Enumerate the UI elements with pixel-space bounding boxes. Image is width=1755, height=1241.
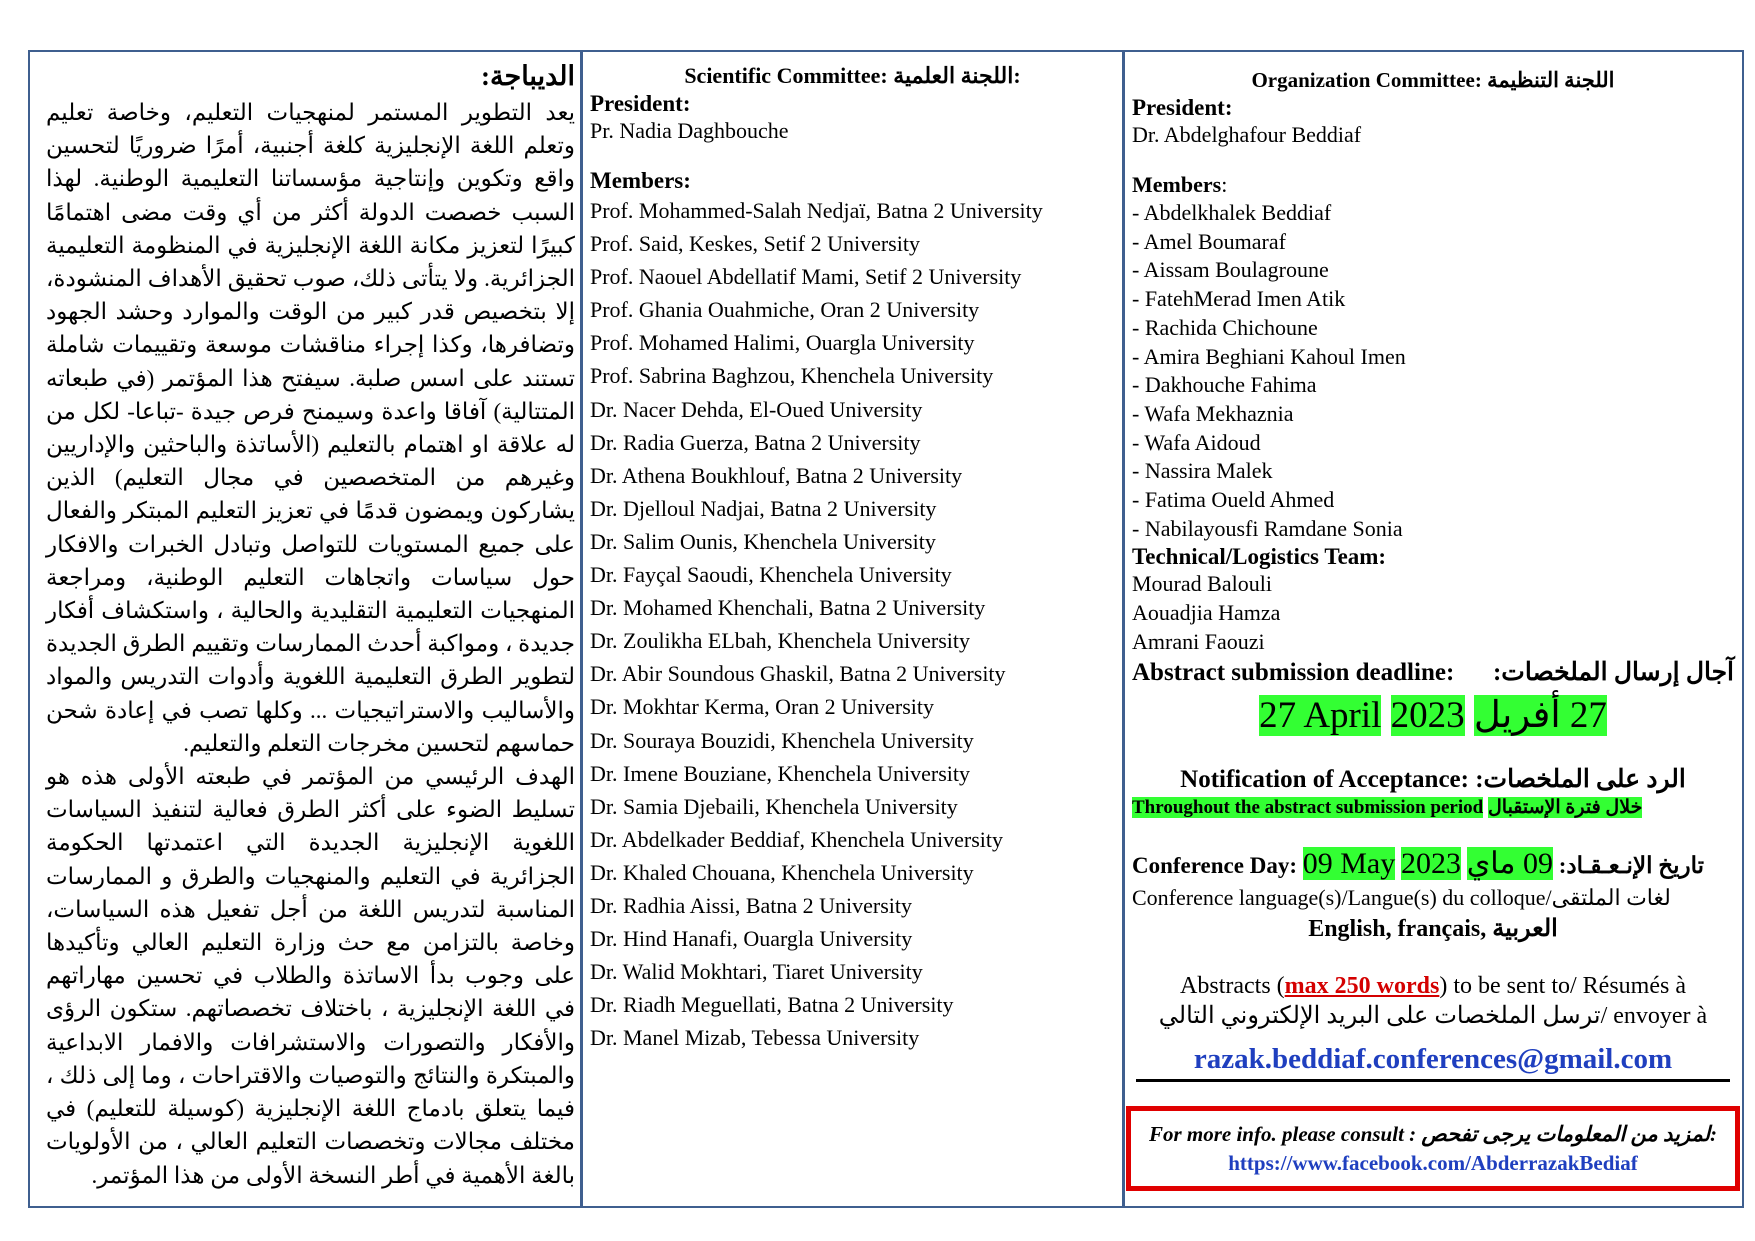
scientific-member: Dr. Athena Boukhlouf, Batna 2 University — [590, 462, 963, 488]
scientific-member: Prof. Sabrina Baghzou, Khenchela University — [590, 363, 994, 389]
scientific-member: Dr. Abdelkader Beddiaf, Khenchela University — [590, 826, 1003, 852]
preamble-paragraph-1: يعد التطوير المستمر لمنهجيات التعليم، وخاصة تعليم وتعلم اللغة الإنجليزية كلغة أجنبية، أمرًا ضروريًا لتحسين واقع وتكوين وإنتاجية مؤسساتنا التعليمية الوطنية. لهذا السبب خصصت الدولة أكثر من أي وقت مضى اهتمامًا كبيرًا لتعزيز مكانة اللغة الإنجليزية في المنظومة التعليمية الجزائرية. ولا يتأتى ذلك، صوب تحقيق الأهداف المنشودة، إلا بتخصيص قدر كبير من الوقت والموارد وحشد الجهود وتضافرها، وكذا إجراء مناقشات موسعة وتقييمات شاملة تستند على اسس صلبة. سيفتح هذا المؤتمر (في طبعاته المتتالية) آفاقا واعدة وسيمنح فرص جيدة -تباعا- لكل من له علاقة او اهتمام بالتعليم (الأساتذة والباحثين والإداريين وغيرهم من المتخصصين في مجال التعليم) الذين يشاركون ويمضون قدمًا في تعزيز التعليم المبتكر والفعال على جميع المستويات للتواصل وتبادل الخبرات والافكار حول سياسات واتجاهات التعليم الوطنية، ومراجعة المنهجيات التعليمية التقليدية والحالية ، واستكشاف أفكار جديدة ، ومواكبة أحدث الممارسات وتقييم الطرق الجديدة لتطوير الطرق التعليمية اللغوية وأدوات التدريس والمواد والأساليب والاستراتيجيات ... وكلها تصب في إعادة شحن حماسهم لتحسين مخرجات التعلم والتعليم. — [46, 100, 575, 756]
notification-period: Throughout the abstract submission period — [1132, 796, 1484, 818]
scientific-member: Dr. Riadh Meguellati, Batna 2 University — [590, 992, 954, 1018]
more-info-text: For more info. please consult : لمزيد من المعلومات يرجى تفحص: — [1148, 1122, 1718, 1146]
organization-members-list — [1132, 199, 1734, 543]
organization-president-label: President: — [1132, 95, 1233, 120]
organization-members-label: Members — [1132, 172, 1222, 197]
conference-day-row — [1132, 847, 1734, 883]
conference-day-year: 2023 — [1401, 846, 1461, 880]
abstract-deadline-label-ar: آجال إرسال الملخصات: — [1492, 658, 1734, 686]
scientific-member: Dr. Abir Soundous Ghaskil, Batna 2 University — [590, 661, 1006, 687]
conference-day-label-ar: تاريخ الإنـعـقـاد: — [1558, 852, 1704, 878]
scientific-member: Prof. Ghania Ouahmiche, Oran 2 University — [590, 297, 980, 323]
scientific-member: Dr. Nacer Dehda, El-Oued University — [590, 396, 923, 422]
scientific-member: Dr. Zoulikha ELbah, Khenchela University — [590, 628, 971, 654]
scientific-president-name: Pr. Nadia Daghbouche — [590, 118, 789, 143]
scientific-member: Dr. Radhia Aissi, Batna 2 University — [590, 892, 913, 918]
conference-day-ar-value: 09 ماي — [1466, 846, 1553, 880]
organization-member: - Fatima Oueld Ahmed — [1132, 487, 1335, 513]
scientific-member: Prof. Mohamed Halimi, Ouargla University — [590, 330, 975, 356]
scientific-member: Dr. Souraya Bouzidi, Khenchela University — [590, 727, 974, 753]
notification-row — [1132, 765, 1734, 795]
scientific-president-label: President: — [590, 91, 691, 116]
scientific-member: Dr. Khaled Chouana, Khenchela University — [590, 859, 974, 885]
scientific-member: Dr. Manel Mizab, Tebessa University — [590, 1025, 920, 1051]
technical-member: Aouadjia Hamza — [1132, 600, 1281, 626]
organization-members-colon: : — [1221, 172, 1228, 197]
abstracts-ar-line: ترسل الملخصات على البريد الإلكتروني التالي/ envoyer à — [1158, 1002, 1708, 1029]
organization-member: - FatehMerad Imen Atik — [1132, 286, 1346, 312]
abstracts-prefix: Abstracts ( — [1180, 972, 1285, 999]
max-words: max 250 words — [1284, 972, 1440, 999]
scientific-member: Dr. Mohamed Khenchali, Batna 2 University — [590, 595, 986, 621]
abstract-deadline-year: 2023 — [1390, 694, 1465, 736]
organization-member: - Rachida Chichoune — [1132, 314, 1318, 340]
scientific-member: Dr. Fayçal Saoudi, Khenchela University — [590, 562, 952, 588]
abstracts-suffix: ) to be sent to/ Résumés à — [1439, 972, 1686, 999]
conference-languages: English, français, العربية — [1308, 915, 1558, 942]
scientific-members-label: Members: — [590, 168, 691, 193]
scientific-member: Dr. Hind Hanafi, Ouargla University — [590, 926, 913, 952]
organization-president-name: Dr. Abdelghafour Beddiaf — [1132, 122, 1362, 147]
scientific-member: Prof. Mohammed-Salah Nedjaï, Batna 2 University — [590, 198, 1043, 223]
abstract-deadline-label: Abstract submission deadline: — [1132, 658, 1455, 686]
scientific-member: Dr. Radia Guerza, Batna 2 University — [590, 429, 921, 455]
abstract-deadline-day: 27 April — [1259, 694, 1382, 736]
conference-day-date: 09 May — [1302, 846, 1396, 880]
conference-day-label: Conference Day: — [1132, 852, 1297, 878]
organization-member: - Nabilayousfi Ramdane Sonia — [1132, 515, 1403, 541]
organization-member: - Amira Beghiani Kahoul Imen — [1132, 343, 1406, 369]
scientific-committee-title: Scientific Committee: اللجنة العلمية: — [684, 63, 1021, 88]
scientific-member: Dr. Mokhtar Kerma, Oran 2 University — [590, 694, 934, 720]
technical-member: Mourad Balouli — [1132, 571, 1272, 597]
scientific-member: Dr. Imene Bouziane, Khenchela University — [590, 760, 970, 786]
organization-member: - Wafa Aidoud — [1132, 429, 1261, 455]
organization-member: - Amel Boumaraf — [1132, 228, 1286, 254]
scientific-member: Dr. Djelloul Nadjai, Batna 2 University — [590, 495, 937, 521]
organization-member: - Nassira Malek — [1132, 458, 1273, 484]
organization-committee-title: Organization Committee: اللجنة التنظيمة — [1251, 68, 1615, 92]
preamble-heading: الديباجة: — [481, 61, 575, 91]
notification-period-row — [1132, 795, 1734, 821]
preamble-paragraph-2: الهدف الرئيسي من المؤتمر في طبعته الأولى هذه هو تسليط الضوء على أكثر الطرق فعالية لتنفيذ السياسات اللغوية الإنجليزية الجديدة التي اعتمدتها الحكومة الجزائرية في التعليم والمنهجيات والطرق و الممارسات المناسبة لتدريس اللغة من أجل تفعيل هذه السياسات، وخاصة بالتزامن مع حث وزارة التعليم العالي وتأكيدها على وجوب بدأ الاساتذة والطلاب في تحسين مهاراتهم في اللغة الإنجليزية ، باختلاف تخصصاتهم. ستكون الرؤى والأفكار والتصورات والاستشرافات والافمار الابداعية والمبتكرة والنتائج والتوصيات والاقتراحات ، وما إلى ذلك ، فيما يتعلق بادماج اللغة الإنجليزية (كوسيلة للتعليم) في مختلف مجالات وتخصصات التعليم العالي ، من الأولويات بالغة الأهمية في أطر النسخة الأولى من هذا المؤتمر. — [46, 764, 575, 1188]
organization-member: - Dakhouche Fahima — [1132, 372, 1317, 398]
organization-member: - Abdelkhalek Beddiaf — [1132, 200, 1332, 225]
contact-email[interactable]: razak.beddiaf.conferences@gmail.com — [1136, 1039, 1730, 1082]
scientific-member: Dr. Samia Djebaili, Khenchela University — [590, 793, 958, 819]
organization-members-heading — [1132, 171, 1734, 199]
abstract-deadline-ar: 27 أفريل — [1473, 694, 1607, 736]
notification-label-ar: الرد على الملخصات: — [1475, 765, 1686, 793]
organization-member: - Wafa Mekhaznia — [1132, 400, 1294, 426]
facebook-link[interactable]: https://www.facebook.com/AbderrazakBediaf — [1228, 1151, 1638, 1175]
abstract-deadline-date — [1132, 693, 1734, 739]
organization-member: - Aissam Boulagroune — [1132, 257, 1329, 283]
more-info-box — [1126, 1106, 1740, 1191]
notification-period-ar: خلال فترة الإستقبال — [1487, 796, 1643, 818]
scientific-member: Dr. Walid Mokhtari, Tiaret University — [590, 959, 923, 985]
scientific-member: Dr. Salim Ounis, Khenchela University — [590, 528, 936, 554]
scientific-members-list — [590, 194, 1115, 1054]
scientific-member: Prof. Said, Keskes, Setif 2 University — [590, 231, 920, 257]
arabic-preamble-column — [30, 52, 581, 1206]
abstracts-instructions — [1132, 971, 1734, 1031]
notification-label: Notification of Acceptance: — [1180, 765, 1469, 793]
abstract-deadline-row — [1132, 657, 1734, 689]
scientific-committee-column — [582, 52, 1123, 1206]
scientific-member: Prof. Naouel Abdellatif Mami, Setif 2 University — [590, 264, 1022, 290]
conference-language-label: Conference language(s)/Langue(s) du colloque/لغات الملتقى — [1132, 884, 1671, 910]
technical-team-list — [1132, 570, 1734, 656]
organization-committee-column — [1124, 52, 1742, 1206]
technical-team-label: Technical/Logistics Team: — [1132, 544, 1387, 570]
technical-member: Amrani Faouzi — [1132, 628, 1265, 654]
